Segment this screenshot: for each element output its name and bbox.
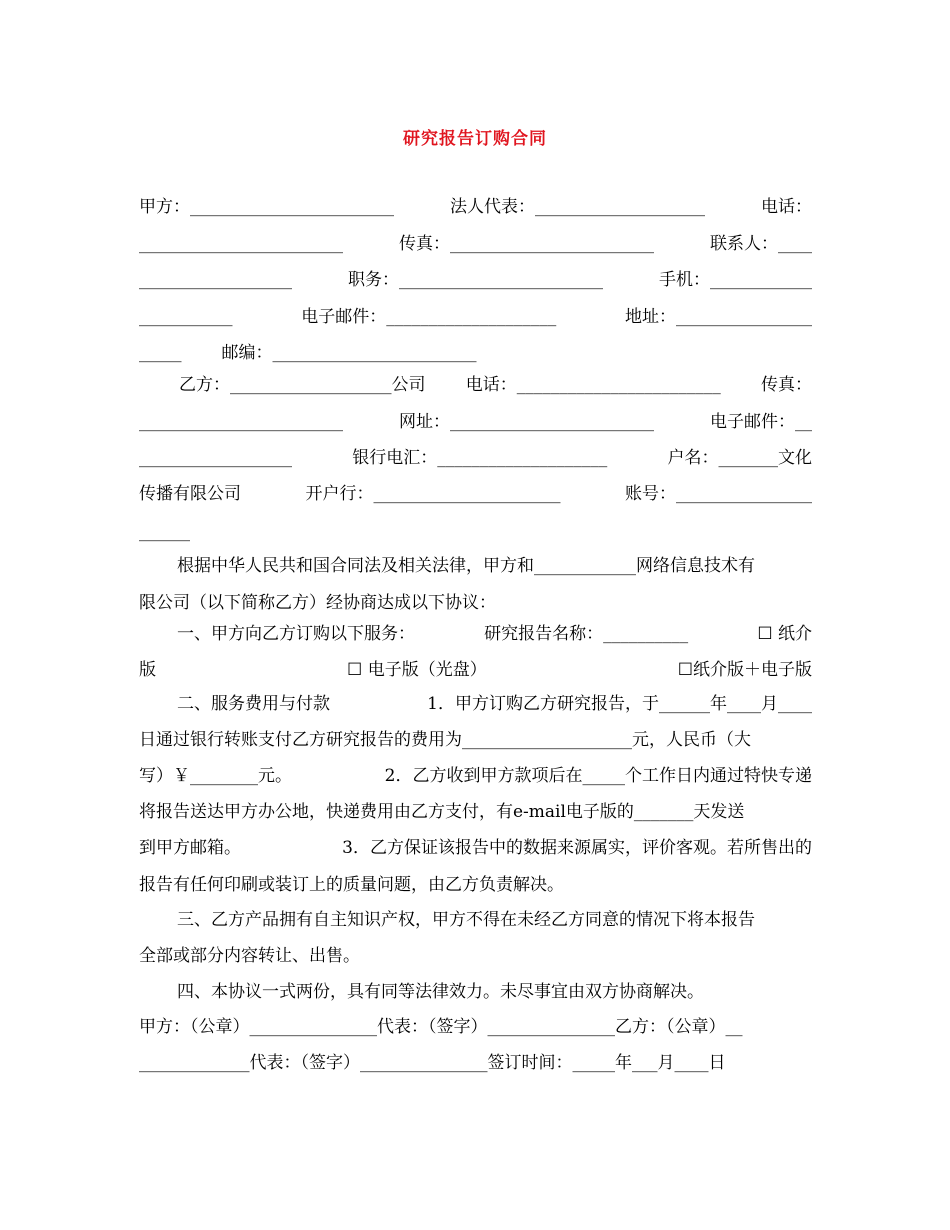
contract-line [139,727,812,753]
contract-line [139,657,812,683]
contract-line [139,872,812,898]
line-segment: 电话：________________________ [465,375,721,395]
line-segment: 账号：________________ [625,484,812,504]
line-segment: 一、甲方向乙方订购以下服务： [177,624,415,644]
line-segment: 二、服务费用与付款 [177,694,330,714]
contract-line [139,763,812,789]
line-segment: 网址：________________________ [399,412,654,432]
line-segment: 全部或部分内容转让、出售。 [139,946,360,966]
contract-line [139,481,812,507]
line-segment: 写）￥________元。 [139,766,292,786]
contract-line [139,799,812,825]
contract-line [139,553,812,579]
line-segment: 联系人：____ [710,234,812,254]
contract-line [139,621,812,647]
contract-line [139,340,812,366]
line-segment: ______ [139,522,190,542]
line-segment: ☐ 纸介 [757,624,812,644]
line-segment: ☐纸介版＋电子版 [677,660,812,680]
line-segment: _____________代表：（签字）_______________签订时间：_____年___月____日 [139,1053,726,1073]
contract-line [139,304,812,330]
line-segment: 电子邮件：__ [710,412,812,432]
line-segment: 到甲方邮箱。 [139,838,241,858]
document-title: 研究报告订购合同 [403,129,547,149]
line-segment: 2．乙方收到甲方款项后在_____个工作日内通过特快专递 [384,766,812,786]
contract-line [139,590,812,616]
line-segment: ___________ [139,307,233,327]
line-segment: ☐ 电子版（光盘） [347,660,487,680]
contract-line [139,979,812,1005]
contract-line [139,445,812,471]
contract-line [139,409,812,435]
line-segment: 甲方：________________________ [139,197,394,217]
line-segment: 根据中华人民共和国合同法及相关法律，甲方和____________网络信息技术有 [177,556,755,576]
contract-line [139,372,812,398]
line-segment: 传真：________________________ [399,234,654,254]
line-segment: 限公司（以下简称乙方）经协商达成以下协议： [139,593,496,613]
line-segment: ________________________ [139,412,343,432]
line-segment: __________________ [139,448,292,468]
contract-line [139,267,812,293]
line-segment: ________________________ [139,234,343,254]
line-segment: 电话： [761,197,812,217]
line-segment: 邮编：________________________ [221,343,477,363]
line-segment: _____ [139,343,182,363]
line-segment: 法人代表：____________________ [450,197,705,217]
contract-line [139,835,812,861]
line-segment: 甲方：（公章）_______________代表：（签字）_______________乙方：（公章）__ [139,1017,743,1037]
line-segment: __________________ [139,270,292,290]
line-segment: 户名：_______文化 [667,448,812,468]
line-segment: 乙方：___________________公司 [179,375,426,395]
line-segment: 三、乙方产品拥有自主知识产权，甲方不得在未经乙方同意的情况下将本报告 [177,910,755,930]
line-segment: 开户行：______________________ [305,484,561,504]
contract-line [139,907,812,933]
line-segment: 职务：________________________ [348,270,603,290]
line-segment: 研究报告名称：__________ [484,624,689,644]
line-segment: 地址：________________ [625,307,812,327]
line-segment: 将报告送达甲方办公地，快递费用由乙方支付，有e-mail电子版的_______天发送 [139,802,745,822]
contract-line [139,194,812,220]
line-segment: 版 [139,660,156,680]
line-segment: 手机：____________ [659,270,812,290]
line-segment: 1．甲方订购乙方研究报告，于______年____月____ [427,694,812,714]
contract-line [139,691,812,717]
line-segment: 3．乙方保证该报告中的数据来源属实，评价客观。若所售出的 [342,838,812,858]
contract-line [139,1014,812,1040]
line-segment: 四、本协议一式两份，具有同等法律效力。未尽事宜由双方协商解决。 [177,982,704,1002]
line-segment: 传真： [761,375,812,395]
line-segment: 电子邮件：____________________ [301,307,557,327]
line-segment: 传播有限公司 [139,484,241,504]
line-segment: 报告有任何印刷或装订上的质量问题，由乙方负责解决。 [139,875,564,895]
line-segment: 日通过银行转账支付乙方研究报告的费用为____________________元，人民币（大 [139,730,751,750]
contract-line [139,943,812,969]
contract-line [139,1050,812,1076]
contract-line [139,231,812,257]
line-segment: 银行电汇：____________________ [352,448,608,468]
contract-line [139,519,812,545]
